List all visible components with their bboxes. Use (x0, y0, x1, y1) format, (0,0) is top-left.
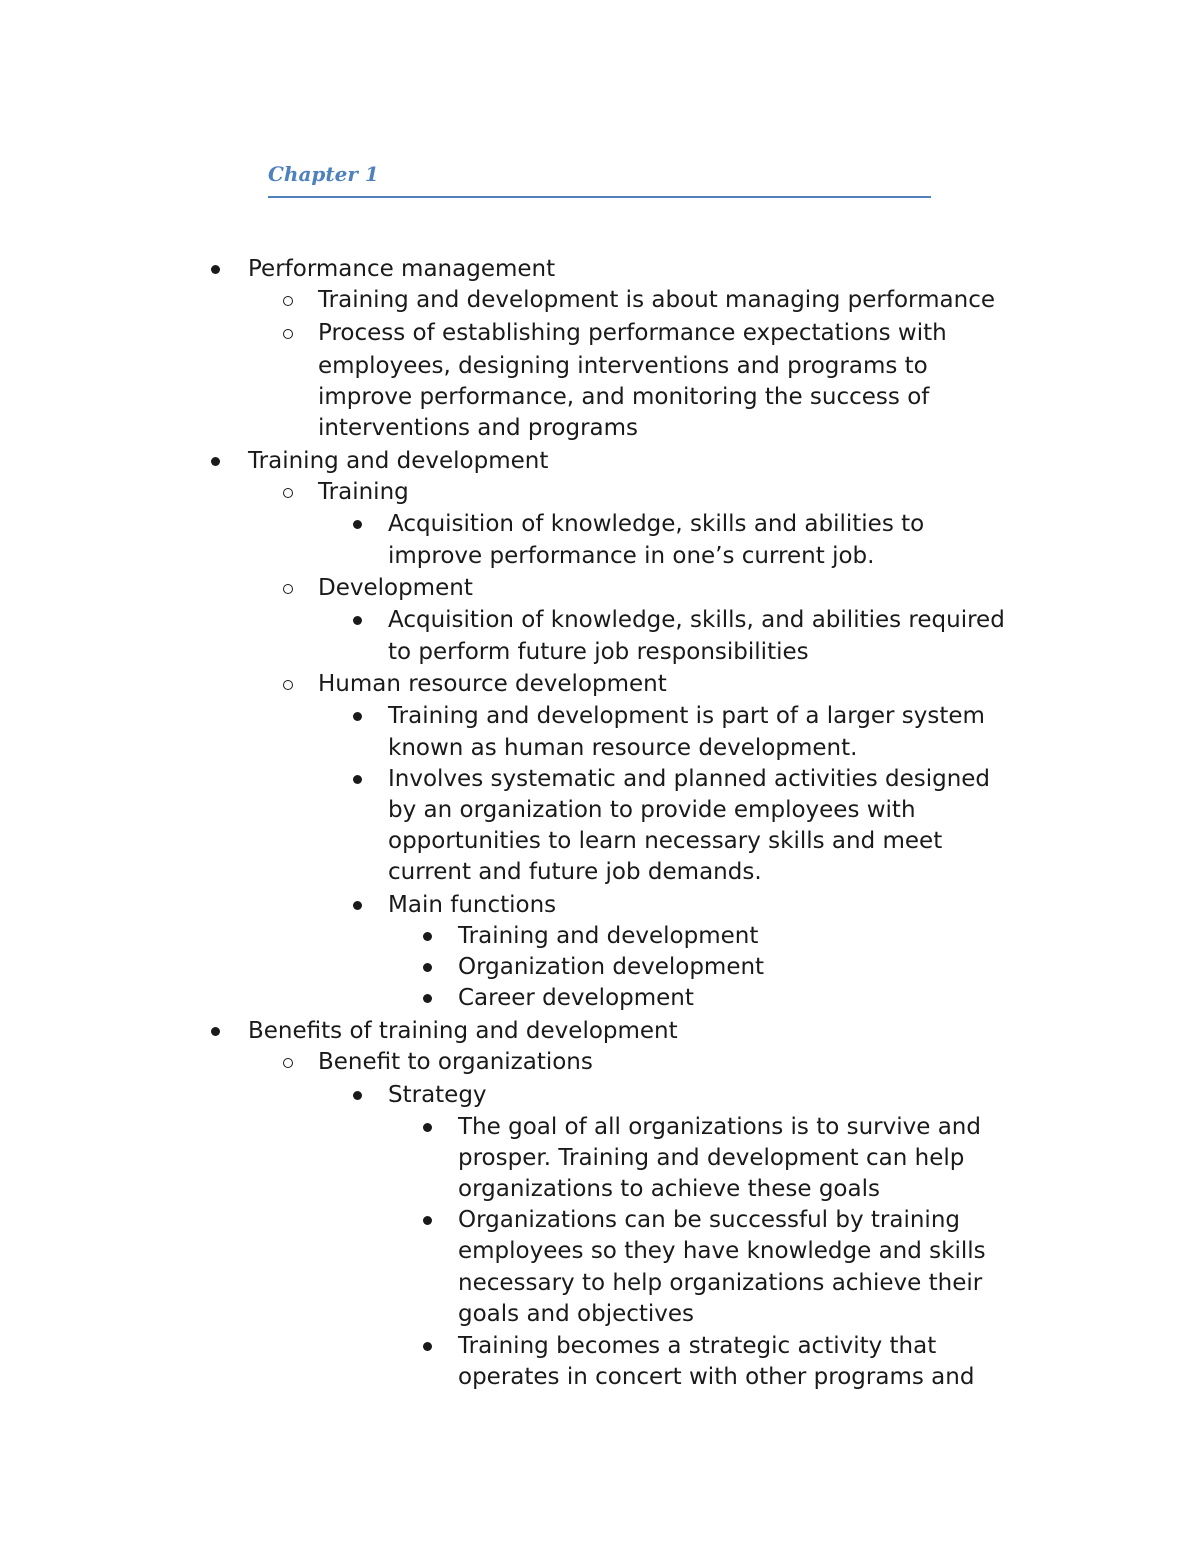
list-item-continuation: improve performance, and monitoring the success of (318, 384, 930, 410)
list-item-text: Training and development is about managing performance (318, 287, 995, 313)
list-item-continuation: prosper. Training and development can help (458, 1145, 965, 1171)
bullet-dot-icon (353, 901, 362, 910)
list-item-continuation: to perform future job responsibilities (388, 639, 809, 665)
bullet-dot-icon (211, 265, 220, 274)
list-item-text: Training and development is part of a larger system (388, 703, 985, 729)
bullet-dot-icon (423, 994, 432, 1003)
bullet-dot-icon (211, 457, 220, 466)
list-item-text: Acquisition of knowledge, skills and abilities to (388, 511, 925, 537)
bullet-dot-icon (353, 712, 362, 721)
list-item-continuation: by an organization to provide employees with (388, 797, 916, 823)
bullet-ring-icon (283, 488, 293, 498)
bullet-ring-icon (283, 1058, 293, 1068)
list-item-continuation: current and future job demands. (388, 859, 762, 885)
list-item-continuation: operates in concert with other programs and (458, 1364, 975, 1390)
list-item-continuation: improve performance in one’s current job. (388, 543, 875, 569)
list-item-text: Development (318, 575, 473, 601)
list-item-text: Main functions (388, 892, 557, 918)
list-item-text: Training and development (248, 448, 549, 474)
list-item-text: Organization development (458, 954, 765, 980)
list-item-text: Training becomes a strategic activity that (458, 1333, 937, 1359)
list-item-continuation: known as human resource development. (388, 735, 858, 761)
list-item-continuation: opportunities to learn necessary skills and meet (388, 828, 943, 854)
bullet-dot-icon (353, 775, 362, 784)
list-item-continuation: necessary to help organizations achieve their (458, 1270, 983, 1296)
list-item-text: Training and development (458, 923, 759, 949)
list-item-text: Career development (458, 985, 694, 1011)
bullet-dot-icon (353, 520, 362, 529)
bullet-ring-icon (283, 680, 293, 690)
list-item-text: Strategy (388, 1082, 487, 1108)
bullet-ring-icon (283, 296, 293, 306)
list-item-text: Involves systematic and planned activities designed (388, 766, 991, 792)
bullet-dot-icon (423, 1216, 432, 1225)
bullet-dot-icon (423, 1342, 432, 1351)
bullet-dot-icon (211, 1027, 220, 1036)
list-item-text: Organizations can be successful by training (458, 1207, 960, 1233)
list-item-continuation: organizations to achieve these goals (458, 1176, 880, 1202)
bullet-ring-icon (283, 329, 293, 339)
list-item-continuation: employees so they have knowledge and skills (458, 1238, 986, 1264)
bullet-dot-icon (423, 1123, 432, 1132)
list-item-text: Benefits of training and development (248, 1018, 678, 1044)
chapter-heading (268, 160, 931, 198)
list-item-text: Human resource development (318, 671, 667, 697)
bullet-dot-icon (423, 932, 432, 941)
list-item-text: Performance management (248, 256, 556, 282)
list-item-text: Process of establishing performance expectations with (318, 320, 947, 346)
bullet-dot-icon (353, 616, 362, 625)
list-item-text: Benefit to organizations (318, 1049, 593, 1075)
bullet-dot-icon (423, 963, 432, 972)
list-item-text: Training (318, 479, 409, 505)
chapter-title: Chapter 1 (268, 162, 379, 186)
list-item-text: The goal of all organizations is to survive and (458, 1114, 981, 1140)
list-item-continuation: goals and objectives (458, 1301, 695, 1327)
bullet-dot-icon (353, 1091, 362, 1100)
list-item-continuation: interventions and programs (318, 415, 639, 441)
bullet-ring-icon (283, 584, 293, 594)
list-item-text: Acquisition of knowledge, skills, and abilities required (388, 607, 1005, 633)
list-item-continuation: employees, designing interventions and programs to (318, 353, 928, 379)
